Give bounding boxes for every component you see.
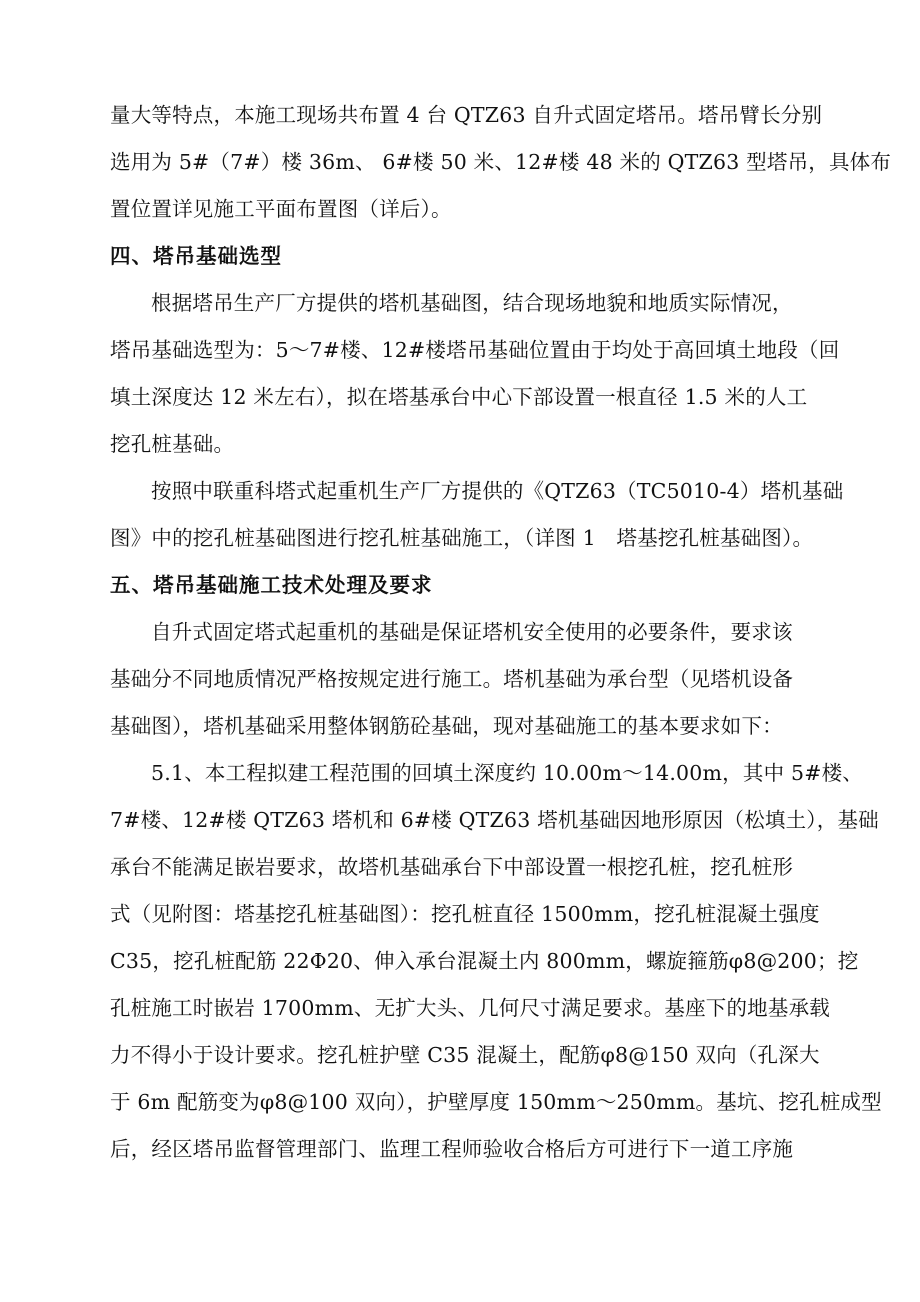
paragraph-line: 后，经区塔吊监督管理部门、监理工程师验收合格后方可进行下一道工序施 — [110, 1137, 794, 1161]
paragraph-first-line: 自升式固定塔式起重机的基础是保证塔机安全使用的必要条件，要求该 — [151, 620, 793, 644]
paragraph-line: 孔桩施工时嵌岩 1700mm、无扩大头、几何尺寸满足要求。基座下的地基承载 — [110, 996, 830, 1020]
paragraph-line: 承台不能满足嵌岩要求，故塔机基础承台下中部设置一根挖孔桩，挖孔桩形 — [110, 855, 794, 879]
paragraph-line: C35，挖孔桩配筋 22Φ20、伸入承台混凝土内 800mm，螺旋箍筋φ8@200；挖 — [110, 949, 859, 973]
paragraph-first-line: 5.1、本工程拟建工程范围的回填土深度约 10.00m～14.00m，其中 5#楼、 — [151, 761, 864, 785]
document-body — [110, 92, 892, 1173]
paragraph-line: 选用为 5#（7#）楼 36m、 6#楼 50 米、12#楼 48 米的 QTZ63 型塔吊，具体布 — [110, 150, 892, 174]
paragraph-line: 基础图），塔机基础采用整体钢筋砼基础，现对基础施工的基本要求如下： — [110, 714, 783, 738]
paragraph-first-line: 根据塔吊生产厂方提供的塔机基础图，结合现场地貌和地质实际情况， — [151, 291, 793, 315]
paragraph-line: 挖孔桩基础。 — [110, 432, 235, 456]
paragraph-line: 于 6m 配筋变为φ8@100 双向），护壁厚度 150mm～250mm。基坑、挖孔桩成型 — [110, 1090, 882, 1114]
paragraph-line: 7#楼、12#楼 QTZ63 塔机和 6#楼 QTZ63 塔机基础因地形原因（松填土），基础 — [110, 808, 879, 832]
section-heading-4: 四、塔吊基础选型 — [110, 244, 282, 268]
paragraph-line: 基础分不同地质情况严格按规定进行施工。塔机基础为承台型（见塔机设备 — [110, 667, 794, 691]
paragraph-line: 力不得小于设计要求。挖孔桩护壁 C35 混凝土，配筋φ8@150 双向（孔深大 — [110, 1043, 820, 1067]
paragraph-line: 式（见附图：塔基挖孔桩基础图）：挖孔桩直径 1500mm，挖孔桩混凝土强度 — [110, 902, 820, 926]
paragraph-line: 量大等特点，本施工现场共布置 4 台 QTZ63 自升式固定塔吊。塔吊臂长分别 — [110, 103, 823, 127]
paragraph-line: 填土深度达 12 米左右），拟在塔基承台中心下部设置一根直径 1.5 米的人工 — [110, 385, 808, 409]
paragraph-first-line: 按照中联重科塔式起重机生产厂方提供的《QTZ63（TC5010-4）塔机基础 — [151, 479, 844, 503]
paragraph-line: 塔吊基础选型为：5～7#楼、12#楼塔吊基础位置由于均处于高回填土地段（回 — [110, 338, 840, 362]
section-heading-5: 五、塔吊基础施工技术处理及要求 — [110, 573, 433, 597]
paragraph-line: 图》中的挖孔桩基础图进行挖孔桩基础施工，（详图 1 塔基挖孔桩基础图）。 — [110, 526, 814, 550]
paragraph-line: 置位置详见施工平面布置图（详后）。 — [110, 197, 452, 221]
